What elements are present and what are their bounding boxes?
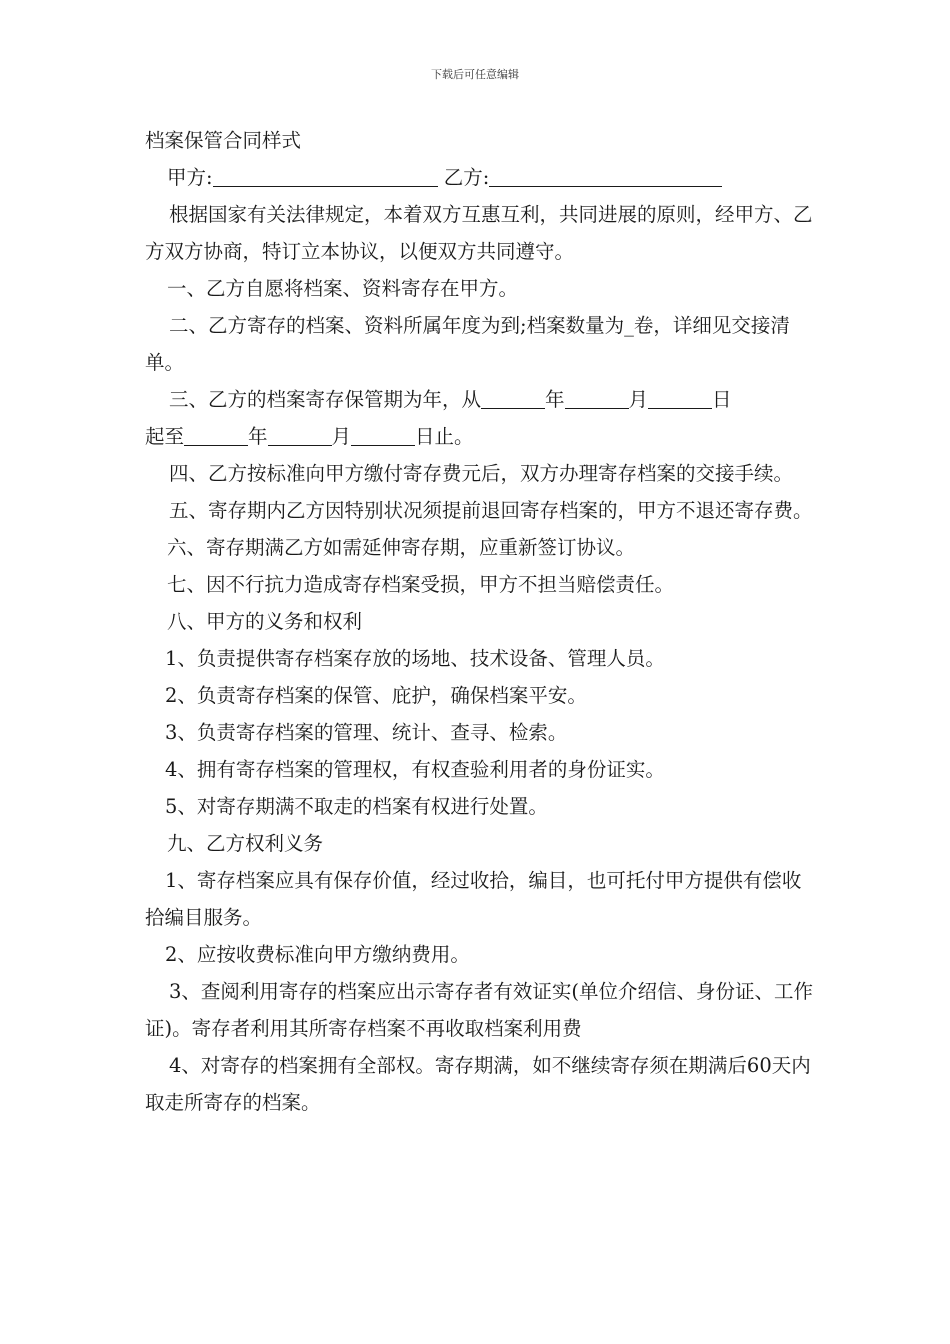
clause-9-item: 4、对寄存的档案拥有全部权。寄存期满，如不继续寄存须在期满后60天内取走所寄存的档案。 xyxy=(145,1054,811,1114)
clause-9-item: 1、寄存档案应具有保存价值，经过收拾，编目，也可托付甲方提供有偿收拾编目服务。 xyxy=(145,869,802,929)
end-month-label: 月 xyxy=(331,425,352,448)
clause-8-item: 3、负责寄存档案的管理、统计、查寻、检索。 xyxy=(165,721,568,744)
clause-5: 五、寄存期内乙方因特别状况须提前退回寄存档案的，甲方不退还寄存费。 xyxy=(169,499,813,522)
end-year-blank xyxy=(184,425,248,446)
clause-8-item: 5、对寄存期满不取走的档案有权进行处置。 xyxy=(165,795,548,818)
clause-8: 八、甲方的义务和权利 xyxy=(167,610,363,633)
clause-4: 四、乙方按标准向甲方缴付寄存费元后，双方办理寄存档案的交接手续。 xyxy=(169,462,794,485)
start-year-label: 年 xyxy=(545,388,565,411)
party-a-blank xyxy=(213,166,438,187)
clause-1: 一、乙方自愿将档案、资料寄存在甲方。 xyxy=(167,277,519,300)
party-b-blank xyxy=(489,166,722,187)
clause-3-end: 日止。 xyxy=(415,425,474,448)
document-title: 档案保管合同样式 xyxy=(145,129,302,152)
clause-8-item: 2、负责寄存档案的保管、庇护，确保档案平安。 xyxy=(165,684,587,707)
clause-9-item: 3、查阅利用寄存的档案应出示寄存者有效证实(单位介绍信、身份证、工作证)。寄存者利用其所寄存档案不再收取档案利用费 xyxy=(145,980,814,1040)
clause-8-item: 1、负责提供寄存档案存放的场地、技术设备、管理人员。 xyxy=(165,647,665,670)
start-year-blank xyxy=(481,388,545,409)
document-body xyxy=(145,122,815,1121)
clause-8-item: 4、拥有寄存档案的管理权，有权查验利用者的身份证实。 xyxy=(165,758,665,781)
header-note: 下载后可任意编辑 xyxy=(431,68,519,81)
clause-7: 七、因不行抗力造成寄存档案受损，甲方不担当赔偿责任。 xyxy=(167,573,675,596)
party-b-label: 乙方: xyxy=(443,166,490,189)
start-month-label: 月 xyxy=(628,388,649,411)
start-day-label: 日 xyxy=(712,388,732,411)
clause-3-prefix: 三、乙方的档案寄存保管期为年，从 xyxy=(169,388,482,411)
clause-3-to: 起至 xyxy=(145,425,185,448)
parties-line xyxy=(145,159,815,196)
clause-9-item: 2、应按收费标准向甲方缴纳费用。 xyxy=(165,943,470,966)
clause-9: 九、乙方权利义务 xyxy=(167,832,324,855)
end-year-label: 年 xyxy=(248,425,268,448)
preamble: 根据国家有关法律规定，本着双方互惠互利，共同进展的原则，经甲方、乙方双方协商，特订立本协议，以便双方共同遵守。 xyxy=(145,203,813,263)
clause-6: 六、寄存期满乙方如需延伸寄存期，应重新签订协议。 xyxy=(167,536,636,559)
start-day-blank xyxy=(648,388,712,409)
party-a-label: 甲方: xyxy=(167,166,213,189)
end-month-blank xyxy=(268,425,332,446)
clause-2: 二、乙方寄存的档案、资料所属年度为到;档案数量为_卷，详细见交接清单。 xyxy=(145,314,790,374)
clause-3 xyxy=(145,381,815,455)
end-day-blank xyxy=(351,425,415,446)
start-month-blank xyxy=(565,388,629,409)
